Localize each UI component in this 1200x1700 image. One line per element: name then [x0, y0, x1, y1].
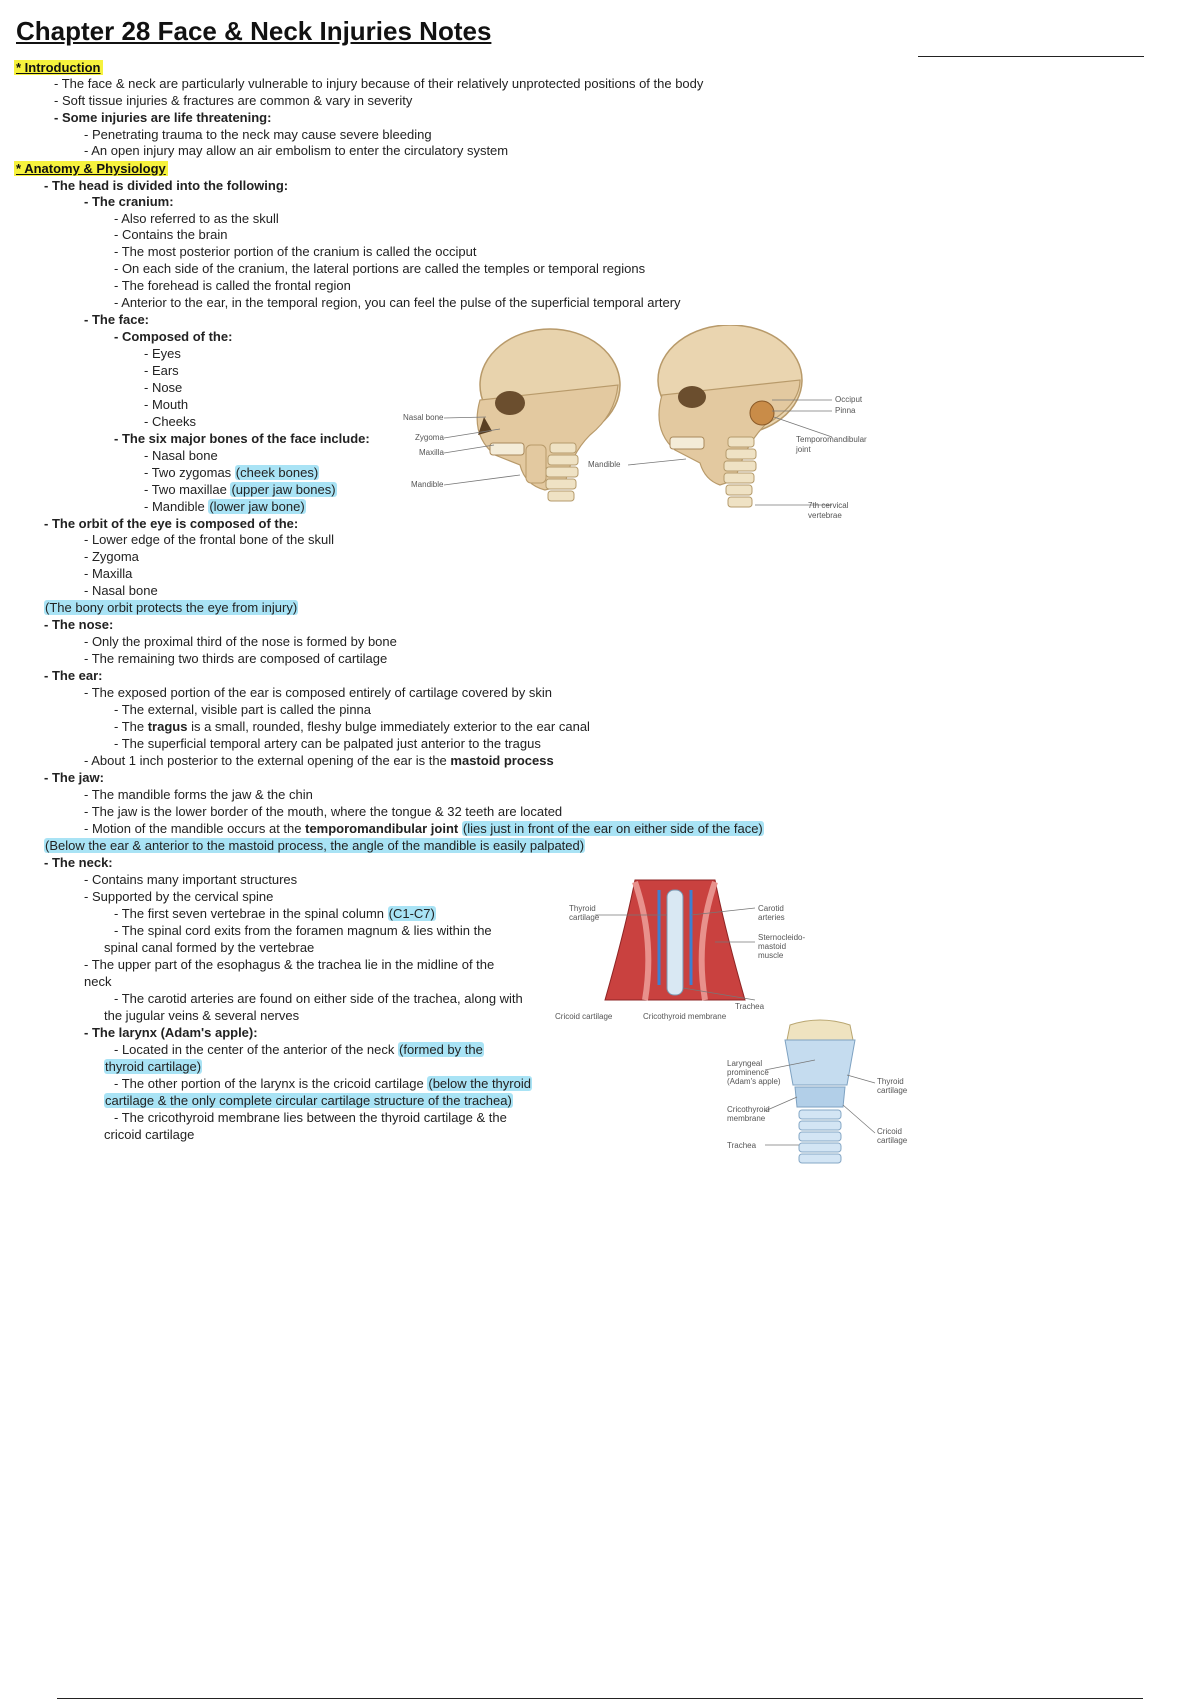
label-cricoid: Cricoid cartilage — [555, 1012, 613, 1021]
note-text: mastoid process — [450, 753, 554, 768]
note-text: - The ear: — [44, 668, 103, 683]
note-line — [84, 583, 158, 599]
note-text: - The cranium: — [84, 194, 174, 209]
note-line — [44, 516, 298, 532]
note-line — [84, 566, 132, 582]
note-line — [144, 482, 337, 498]
note-line — [54, 110, 271, 126]
note-line — [104, 1127, 194, 1143]
neck-drawing — [575, 870, 775, 1020]
note-line — [84, 532, 334, 548]
note-line — [144, 465, 319, 481]
note-line — [84, 651, 387, 667]
note-text: - The face & neck are particularly vulnerable to injury because of their relatively unprotected positions of the body — [54, 76, 704, 91]
skull-illustration — [400, 325, 880, 525]
label-occiput: Occiput — [835, 395, 863, 404]
note-line — [44, 178, 288, 194]
note-text: - The spinal cord exits from the foramen magnum & lies within the — [114, 923, 492, 938]
label-thyroid-cartilage-2: cartilage — [569, 913, 600, 922]
note-text: - About 1 inch posterior to the external opening of the ear is the — [84, 753, 451, 768]
label-larynx-cricoid-2: cartilage — [877, 1136, 908, 1145]
note-text: - Nasal bone — [144, 448, 218, 463]
note-line — [114, 261, 645, 277]
label-scm-3: muscle — [758, 951, 784, 960]
note-text: tragus — [147, 719, 188, 734]
note-text: cricoid cartilage — [104, 1127, 195, 1142]
label-tmj-2: joint — [796, 445, 811, 454]
label-mandible-left: Mandible — [411, 480, 444, 489]
note-line — [104, 1008, 299, 1024]
note-line — [14, 161, 168, 177]
note-text: the jugular veins & several nerves — [104, 1008, 300, 1023]
highlighted-text: (C1-C7) — [388, 906, 435, 921]
highlighted-text: (formed by the — [399, 1042, 483, 1057]
note-text: - Penetrating trauma to the neck may cause severe bleeding — [84, 127, 432, 142]
note-line — [84, 872, 297, 888]
label-thyroid-cartilage: Thyroid — [569, 904, 596, 913]
note-line — [114, 431, 370, 447]
note-text: - The first seven vertebrae in the spinal column — [114, 906, 388, 921]
larynx-illustration — [727, 1015, 908, 1175]
highlighted-text: (The bony orbit protects the eye from injury) — [45, 600, 298, 615]
label-laryngeal: Laryngeal — [727, 1059, 763, 1068]
note-line — [144, 499, 306, 515]
note-line — [44, 617, 113, 633]
note-text: - Eyes — [144, 346, 181, 361]
note-line — [114, 244, 477, 260]
label-larynx-cricothyroid: Cricothyroid — [727, 1105, 770, 1114]
note-line — [84, 753, 554, 769]
note-line — [114, 906, 436, 922]
note-line — [114, 991, 523, 1007]
note-line — [14, 60, 103, 76]
note-line — [84, 143, 508, 159]
highlighted-text: thyroid cartilage) — [105, 1059, 202, 1074]
note-text: - The nose: — [44, 617, 114, 632]
note-text: - Contains the brain — [114, 227, 228, 242]
note-line — [114, 736, 541, 752]
note-line — [144, 448, 218, 464]
highlighted-text: (lies just in front of the ear on either side of the face) — [462, 821, 763, 836]
note-text: - The external, visible part is called the pinna — [114, 702, 372, 717]
note-text: - Ears — [144, 363, 179, 378]
label-laryngeal-3: (Adam's apple) — [727, 1077, 781, 1086]
label-maxilla: Maxilla — [419, 448, 444, 457]
note-line — [144, 414, 196, 430]
note-text: - Contains many important structures — [84, 872, 298, 887]
highlighted-text: cartilage & the only complete circular cartilage structure of the trachea) — [105, 1093, 512, 1108]
note-text: - Soft tissue injuries & fractures are common & vary in severity — [54, 93, 413, 108]
note-line — [84, 821, 764, 837]
note-line — [114, 1042, 484, 1058]
highlighted-text: (lower jaw bone) — [209, 499, 305, 514]
note-line — [114, 719, 590, 735]
note-text: - The neck: — [44, 855, 113, 870]
note-line — [114, 923, 492, 939]
note-text: - The — [114, 719, 148, 734]
label-mandible-right: Mandible — [588, 460, 621, 469]
note-line — [84, 957, 494, 973]
note-text: - The jaw is the lower border of the mouth, where the tongue & 32 teeth are located — [84, 804, 563, 819]
note-line — [114, 702, 371, 718]
label-cervical: 7th cervical — [808, 501, 849, 510]
label-larynx-trachea: Trachea — [727, 1141, 757, 1150]
note-text: - The exposed portion of the ear is composed entirely of cartilage covered by skin — [84, 685, 553, 700]
note-line — [144, 380, 182, 396]
section-heading: * Introduction — [16, 60, 101, 75]
note-text: - Two maxillae — [144, 482, 231, 497]
note-text: - The upper part of the esophagus & the trachea lie in the midline of the — [84, 957, 495, 972]
note-text: - The superficial temporal artery can be palpated just anterior to the tragus — [114, 736, 541, 751]
label-larynx-thyroid: Thyroid — [877, 1077, 904, 1086]
note-line — [114, 295, 681, 311]
footer-rule — [57, 1698, 1143, 1699]
note-text: - Lower edge of the frontal bone of the skull — [84, 532, 335, 547]
note-line — [144, 346, 181, 362]
highlighted-text: (below the thyroid — [428, 1076, 531, 1091]
label-scm: Sternocleido- — [758, 933, 806, 942]
note-text: - Nose — [144, 380, 183, 395]
note-line — [84, 787, 313, 803]
note-line — [54, 76, 703, 92]
note-text: is a small, rounded, fleshy bulge immediately exterior to the ear canal — [187, 719, 590, 734]
note-text: - Nasal bone — [84, 583, 158, 598]
highlighted-text: (Below the ear & anterior to the mastoid process, the angle of the mandible is easily palpated) — [45, 838, 585, 853]
note-line — [84, 1025, 258, 1041]
label-nasal-bone: Nasal bone — [403, 413, 444, 422]
note-text: - Cheeks — [144, 414, 197, 429]
note-line — [114, 329, 232, 345]
label-cervical-2: vertebrae — [808, 511, 842, 520]
page-title: Chapter 28 Face & Neck Injuries Notes — [16, 16, 492, 46]
note-line — [114, 278, 351, 294]
label-larynx-cricothyroid-2: membrane — [727, 1114, 766, 1123]
note-text: - Only the proximal third of the nose is formed by bone — [84, 634, 397, 649]
note-line — [84, 685, 552, 701]
note-line — [44, 838, 585, 854]
note-text: - The cricothyroid membrane lies between the thyroid cartilage & the — [114, 1110, 507, 1125]
note-line — [84, 974, 111, 990]
note-line — [84, 889, 273, 905]
note-line — [54, 93, 412, 109]
note-text: - The face: — [84, 312, 150, 327]
label-tmj: Temporomandibular — [796, 435, 867, 444]
note-line — [114, 1076, 532, 1092]
note-text: - Located in the center of the anterior of the neck — [114, 1042, 399, 1057]
label-carotid-2: arteries — [758, 913, 785, 922]
highlighted-text: (cheek bones) — [235, 465, 319, 480]
note-line — [144, 363, 179, 379]
note-text: - The other portion of the larynx is the cricoid cartilage — [114, 1076, 428, 1091]
label-laryngeal-2: prominence — [727, 1068, 769, 1077]
note-text: - Supported by the cervical spine — [84, 889, 274, 904]
note-text: - Anterior to the ear, in the temporal region, you can feel the pulse of the superficial temporal artery — [114, 295, 681, 310]
note-text: - An open injury may allow an air embolism to enter the circulatory system — [84, 143, 509, 158]
note-text: - Motion of the mandible occurs at the — [84, 821, 306, 836]
note-text: temporomandibular joint — [305, 821, 459, 836]
note-line — [84, 549, 139, 565]
note-text: - The carotid arteries are found on either side of the trachea, along with — [114, 991, 523, 1006]
neck-illustration — [555, 870, 806, 1021]
note-line — [44, 770, 104, 786]
label-larynx-cricoid: Cricoid — [877, 1127, 902, 1136]
note-text: - Some injuries are life threatening: — [54, 110, 272, 125]
highlighted-text: (upper jaw bones) — [231, 482, 336, 497]
larynx-drawing — [735, 1015, 908, 1175]
label-cricothyroid: Cricothyroid membrane — [643, 1012, 727, 1021]
label-zygoma: Zygoma — [415, 433, 444, 442]
note-line — [114, 211, 279, 227]
note-line — [104, 1093, 513, 1109]
label-scm-2: mastoid — [758, 942, 787, 951]
note-text: - The forehead is called the frontal region — [114, 278, 351, 293]
note-text: - The larynx (Adam's apple): — [84, 1025, 258, 1040]
note-line — [84, 804, 562, 820]
label-larynx-thyroid-2: cartilage — [877, 1086, 908, 1095]
label-pinna: Pinna — [835, 406, 856, 415]
note-line — [44, 668, 103, 684]
note-text: - On each side of the cranium, the lateral portions are called the temples or temporal regions — [114, 261, 646, 276]
label-carotid: Carotid — [758, 904, 784, 913]
note-text: - The orbit of the eye is composed of the: — [44, 516, 299, 531]
header-rule — [918, 56, 1144, 57]
note-text: - The remaining two thirds are composed of cartilage — [84, 651, 388, 666]
note-text: - The most posterior portion of the cranium is called the occiput — [114, 244, 477, 259]
note-text: - The six major bones of the face include: — [114, 431, 370, 446]
note-text: spinal canal formed by the vertebrae — [104, 940, 315, 955]
note-text: - The head is divided into the following: — [44, 178, 289, 193]
note-line — [44, 855, 113, 871]
note-line — [44, 600, 298, 616]
note-line — [114, 227, 227, 243]
label-trachea: Trachea — [735, 1002, 765, 1011]
note-text: - Also referred to as the skull — [114, 211, 279, 226]
note-text: - Maxilla — [84, 566, 133, 581]
note-line — [84, 634, 397, 650]
note-line — [144, 397, 188, 413]
section-heading: * Anatomy & Physiology — [16, 161, 166, 176]
note-line — [84, 127, 432, 143]
note-text: - Zygoma — [84, 549, 139, 564]
note-line — [84, 312, 149, 328]
note-line — [104, 1059, 202, 1075]
note-text: - The mandible forms the jaw & the chin — [84, 787, 313, 802]
note-text: - Composed of the: — [114, 329, 233, 344]
note-text: - The jaw: — [44, 770, 104, 785]
note-text: - Mandible — [144, 499, 209, 514]
note-text: - Mouth — [144, 397, 189, 412]
note-text: - Two zygomas — [144, 465, 235, 480]
skull-drawing — [400, 325, 880, 525]
note-line — [104, 940, 314, 956]
note-line — [84, 194, 174, 210]
note-line — [114, 1110, 507, 1126]
note-text: neck — [84, 974, 112, 989]
